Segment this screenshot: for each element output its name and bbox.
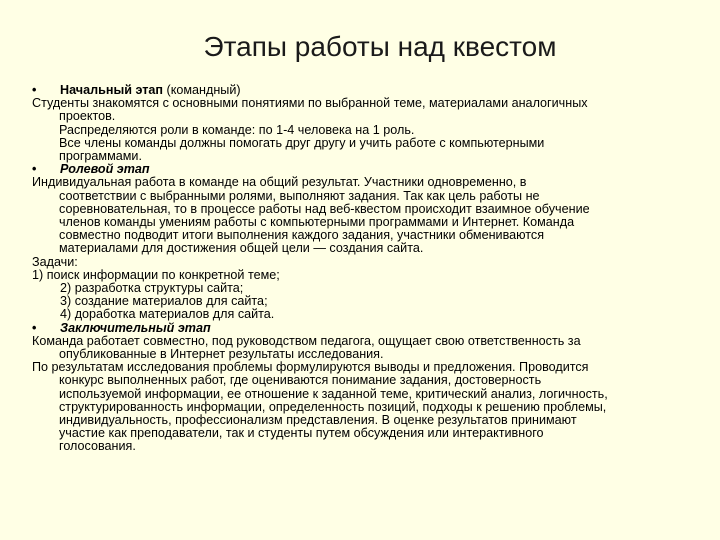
stage3-text: Команда работает совместно, под руководством педагога, ощущает свою ответственность за: [32, 333, 581, 348]
stage1-text: программами.: [59, 149, 142, 164]
stage1-text: Распределяются роли в команде: по 1-4 человека на 1 роль.: [59, 122, 415, 137]
task-item: 4) доработка материалов для сайта.: [60, 307, 275, 322]
stage1-text: Студенты знакомятся с основными понятиями по выбранной теме, материалами аналогичных: [32, 96, 588, 111]
stage3-text: используемой информации, ее отношение к заданной теме, критический анализ, логичность,: [59, 386, 608, 401]
stage3-text: конкурс выполненных работ, где оцениваются понимание задания, достоверность: [59, 373, 542, 388]
stage3-text: структурированность информации, определенность позиций, подходы к решению проблемы,: [59, 399, 607, 414]
tasks-label: Задачи:: [32, 254, 78, 269]
stage2-heading: • Ролевой этап: [32, 162, 150, 177]
stage2-text: материалами для достижения общей цели — создания сайта.: [59, 241, 424, 256]
stage2-text: членов команды умениям работы с компьютерными программами и Интернет. Команда: [59, 215, 575, 230]
stage3-text: участие как преподаватели, так и студенты путем обсуждения или интерактивного: [59, 426, 544, 441]
stage3-heading: • Заключительный этап: [32, 320, 211, 335]
bullet-icon: •: [32, 83, 37, 97]
stage3-text: индивидуальность, профессионализм представления. В оценке результатов принимают: [59, 413, 577, 428]
task-item: 3) создание материалов для сайта;: [60, 294, 268, 309]
stage2-text: соревновательная, то в процессе работы над веб-квестом происходит взаимное обучение: [59, 201, 590, 216]
stage3-text: голосования.: [59, 439, 136, 454]
slide-body: [32, 84, 682, 454]
task-item: 1) поиск информации по конкретной теме;: [32, 267, 280, 282]
stage1-text: Все члены команды должны помогать друг другу и учить работе с компьютерными: [59, 135, 545, 150]
stage3-text: По результатам исследования проблемы формулируются выводы и предложения. Проводится: [32, 360, 589, 375]
stage1-text: проектов.: [59, 109, 116, 124]
stage2-text: соответствии с выбранными ролями, выполняют задания. Так как цель работы не: [59, 188, 540, 203]
stage1-heading: • Начальный этап (командный): [32, 83, 241, 97]
stage2-text: Индивидуальная работа в команде на общий результат. Участники одновременно, в: [32, 175, 527, 190]
bullet-icon: •: [32, 162, 37, 177]
slide-title: Этапы работы над квестом: [203, 31, 557, 62]
bullet-icon: •: [32, 320, 37, 335]
stage2-text: совместно подводит итоги выполнения каждого задания, участники обмениваются: [59, 228, 545, 243]
task-item: 2) разработка структуры сайта;: [60, 281, 244, 296]
stage3-text: опубликованные в Интернет результаты исследования.: [59, 347, 384, 362]
